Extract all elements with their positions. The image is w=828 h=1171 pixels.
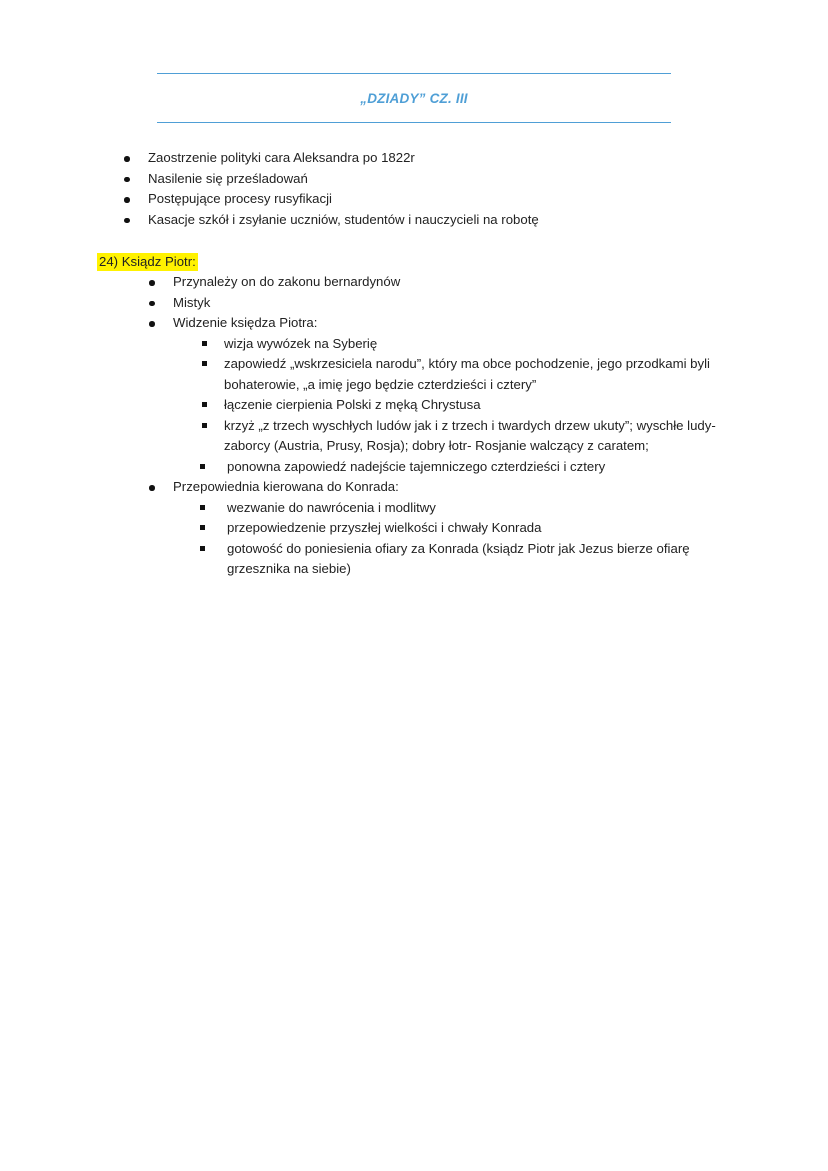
sub-list-item: łączenie cierpienia Polski z męką Chrystusa	[173, 395, 733, 416]
list-item: Kasacje szkół i zsyłanie uczniów, studentów i nauczycieli na robotę	[148, 210, 748, 231]
sub-list-item: krzyż „z trzech wyschłych ludów jak i z trzech i twardych drzew ukuty”; wyschłe ludy- zaborcy (Austria, Prusy, Rosja); dobry łotr- Rosjanie walczący z caratem;	[173, 416, 733, 457]
sub-list-item: zapowiedź „wskrzesiciela narodu”, który ma obce pochodzenie, jego przodkami byli bohaterowie, „a imię jego będzie czterdzieści i cztery”	[173, 354, 733, 395]
page-title: „DZIADY” CZ. III	[360, 91, 468, 106]
list-item: Nasilenie się prześladowań	[148, 169, 748, 190]
section-bullet-list	[173, 272, 733, 580]
list-item-with-sublist	[173, 477, 733, 580]
sub-list-item: gotowość do poniesienia ofiary za Konrada (ksiądz Piotr jak Jezus bierze ofiarę grzesznika na siebie)	[173, 539, 733, 580]
sub-list-item: wezwanie do nawrócenia i modlitwy	[173, 498, 733, 519]
list-item: Mistyk	[173, 293, 733, 314]
sub-bullet-list	[173, 334, 733, 478]
sub-list-item: przepowiedzenie przyszłej wielkości i chwały Konrada	[173, 518, 733, 539]
section-heading: 24) Ksiądz Piotr:	[99, 254, 196, 269]
list-item: Zaostrzenie polityki cara Aleksandra po 1822r	[148, 148, 748, 169]
list-item-label: Widzenie księdza Piotra:	[173, 315, 318, 330]
intro-bullet-list	[148, 148, 748, 230]
sub-list-item: wizja wywózek na Syberię	[173, 334, 733, 355]
list-item: Postępujące procesy rusyfikacji	[148, 189, 748, 210]
list-item: Przynależy on do zakonu bernardynów	[173, 272, 733, 293]
list-item-with-sublist	[173, 313, 733, 477]
list-item-label: Przepowiednia kierowana do Konrada:	[173, 479, 399, 494]
sub-list-item: ponowna zapowiedź nadejście tajemniczego czterdzieści i cztery	[173, 457, 733, 478]
sub-bullet-list	[173, 498, 733, 580]
header-top-rule	[157, 73, 671, 74]
header-bottom-rule	[157, 122, 671, 123]
